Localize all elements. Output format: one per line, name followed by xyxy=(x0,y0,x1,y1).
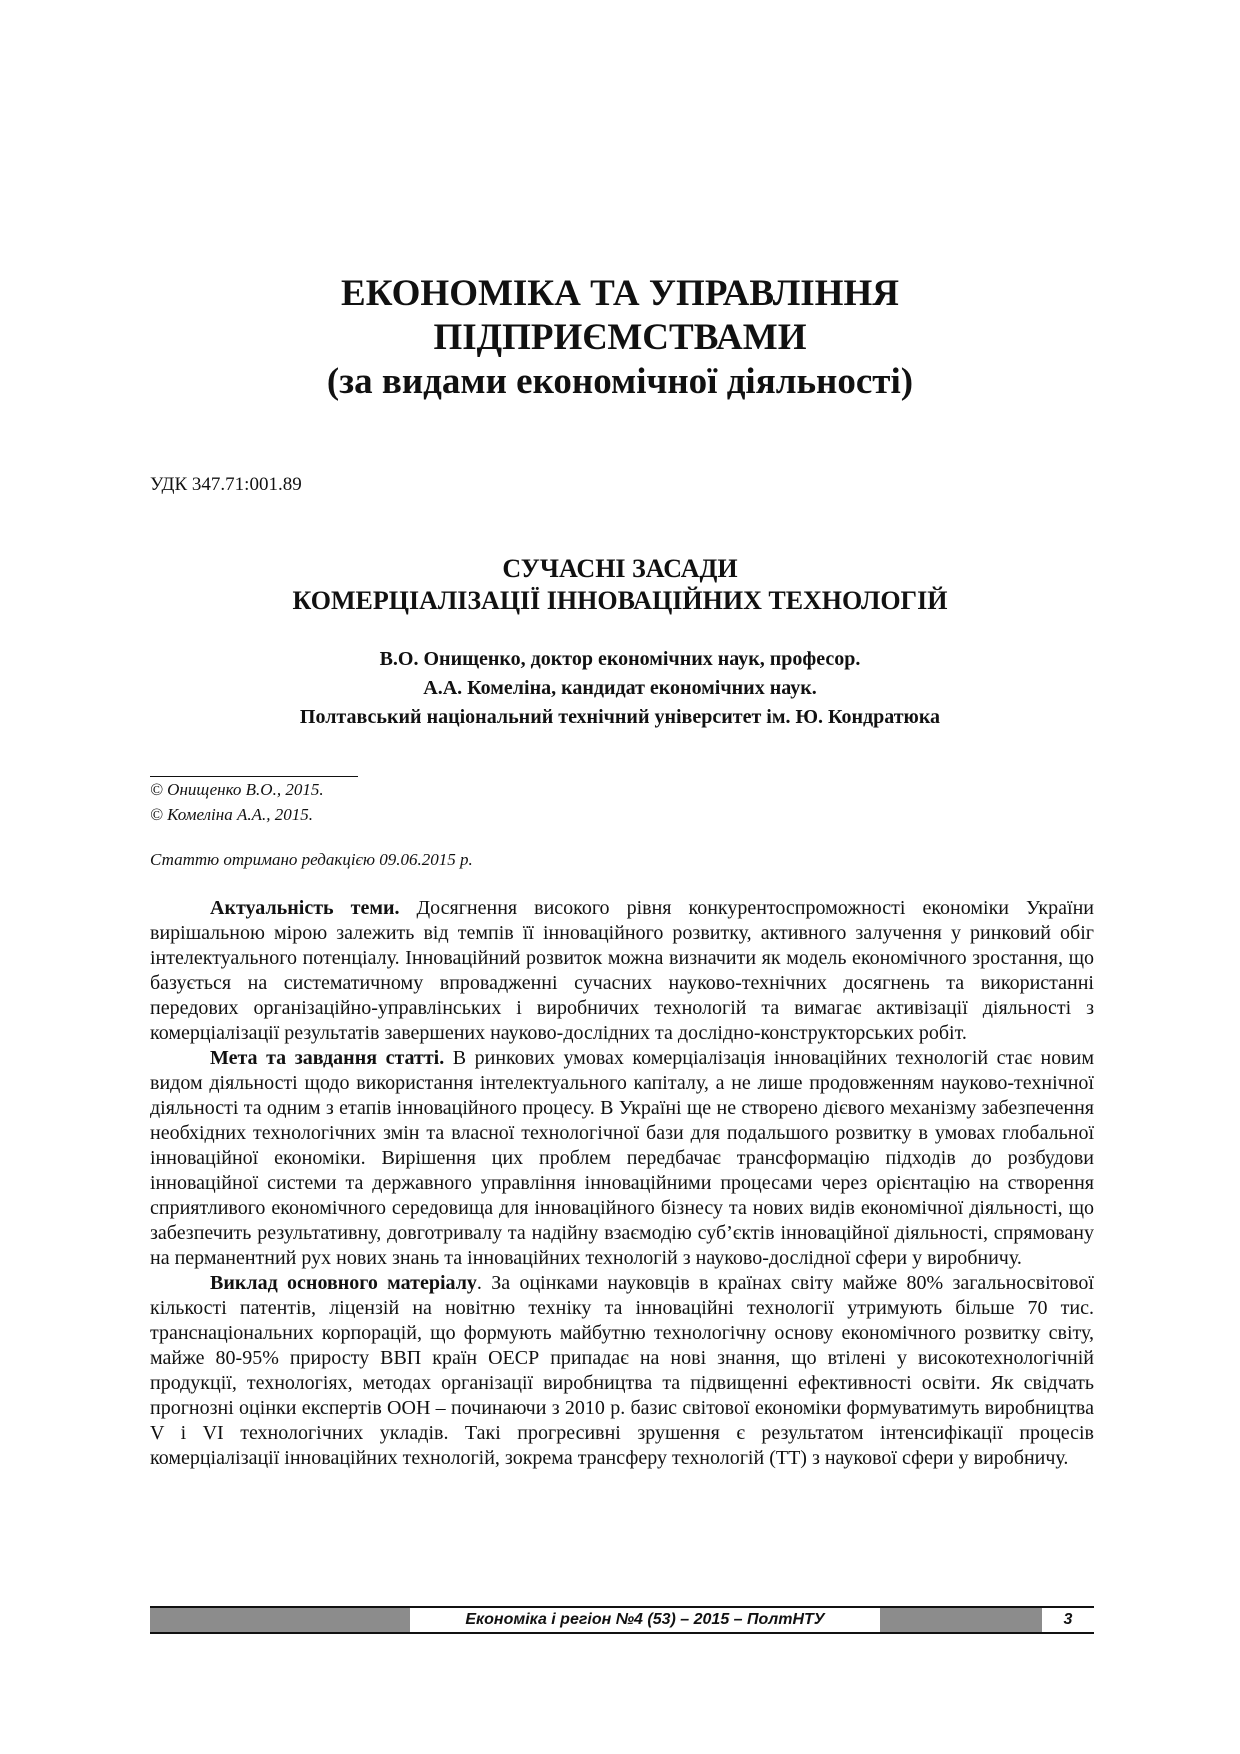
paragraph-goals xyxy=(150,1046,1094,1271)
paragraph-relevance xyxy=(150,896,1094,1046)
copyright-line-1: © Онищенко В.О., 2015. xyxy=(150,780,324,799)
affiliation: Полтавський національний технічний університет ім. Ю. Кондратюка xyxy=(299,706,941,728)
paragraph-text: Досягнення високого рівня конкурентоспроможності економіки України вирішальною мірою залежить від темпів її інноваційного розвитку, активного залучення у ринковий обіг інтелектуального потенціалу. Інноваційний розвиток можна визначити як модель економічного зростання, що базується на систематичному впровадженні сучасних науково-технічних досягнень та використанні передових організаційно-управлінських і виробничих технологій та вимагає активізації діяльності з комерціалізації результатів завершених науково-дослідних та дослідно-конструкторських робіт. xyxy=(150,897,1094,1044)
article-body xyxy=(150,896,1094,1471)
author-1: В.О. Онищенко, доктор економічних наук, професор. xyxy=(379,648,861,670)
footer-bar-right xyxy=(880,1608,1042,1632)
udk-code: УДК 347.71:001.89 xyxy=(150,474,302,495)
article-title xyxy=(0,553,1240,617)
paragraph-text: . За оцінками науковців в країнах світу майже 80% загальносвітової кількості патентів, ліцензій на новітню техніку та інноваційні технології утримують більше 70 тис. транснаціональних корпорацій, що формують майбутню технологічну основу економічного розвитку світу, майже 80-95% приросту ВВП країн ОЕСР припадає на нові знання, що втілені у високотехнологічній продукції, технологіях, методах організації виробництва та підвищенні ефективності освіти. Як свідчать прогнозні оцінки експертів ООН – починаючи з 2010 р. базис світової економіки формуватимуть виробництва V і VI технологічних укладів. Такі прогресивні зрушення є результатом інтенсифікації процесів комерціалізації інноваційних технологій, зокрема трансферу технологій (ТТ) з наукової сфери у виробничу. xyxy=(150,1272,1094,1469)
paragraph-text: В ринкових умовах комерціалізація інноваційних технологій стає новим видом діяльності щодо використання інтелектуального капіталу, а не лише продовженням науково-технічної діяльності та одним з етапів інноваційного процесу. В Україні ще не створено дієвого механізму забезпечення необхідних технологічних змін та власної технологічної бази для подальшого розвитку в умовах глобальної інноваційної економіки. Вирішення цих проблем передбачає трансформацію підходів до розбудови інноваційної системи та державного управління інноваційними процесами через орієнтацію на створення сприятливого економічного середовища для інноваційного бізнесу та нових видів економічної діяльності, що забезпечить результативну, довготривалу та надійну взаємодію суб’єктів інноваційної діяльності, спрямовану на перманентний рух нових знань та інноваційних технологій з науково-дослідної сфери у виробничу. xyxy=(150,1047,1094,1269)
section-title-line-1: ЕКОНОМІКА ТА УПРАВЛІННЯ xyxy=(341,273,899,314)
section-title-line-3: (за видами економічної діяльності) xyxy=(326,361,914,402)
paragraph-lead: Мета та завдання статті. xyxy=(210,1047,445,1069)
paragraph-lead: Виклад основного матеріалу xyxy=(210,1272,477,1294)
authors-block xyxy=(0,645,1240,732)
section-title xyxy=(0,272,1240,404)
footer-journal: Економіка і регіон №4 (53) – 2015 – ПолтНТУ xyxy=(410,1608,880,1632)
received-date: Статтю отримано редакцією 09.06.2015 р. xyxy=(150,850,473,869)
article-title-line-1: СУЧАСНІ ЗАСАДИ xyxy=(502,554,738,583)
page-number: 3 xyxy=(1042,1608,1094,1632)
article-title-line-2: КОМЕРЦІАЛІЗАЦІЇ ІННОВАЦІЙНИХ ТЕХНОЛОГІЙ xyxy=(292,586,948,615)
author-2: А.А. Комеліна, кандидат економічних наук. xyxy=(423,677,817,699)
copyright-line-2: © Комеліна А.А., 2015. xyxy=(150,805,313,824)
paragraph-lead: Актуальність теми. xyxy=(210,897,400,919)
footer-bar-left xyxy=(150,1608,410,1632)
copyright-block xyxy=(150,777,324,827)
page-footer xyxy=(150,1606,1094,1634)
section-title-line-2: ПІДПРИЄМСТВАМИ xyxy=(433,317,807,358)
paragraph-main-material xyxy=(150,1271,1094,1471)
